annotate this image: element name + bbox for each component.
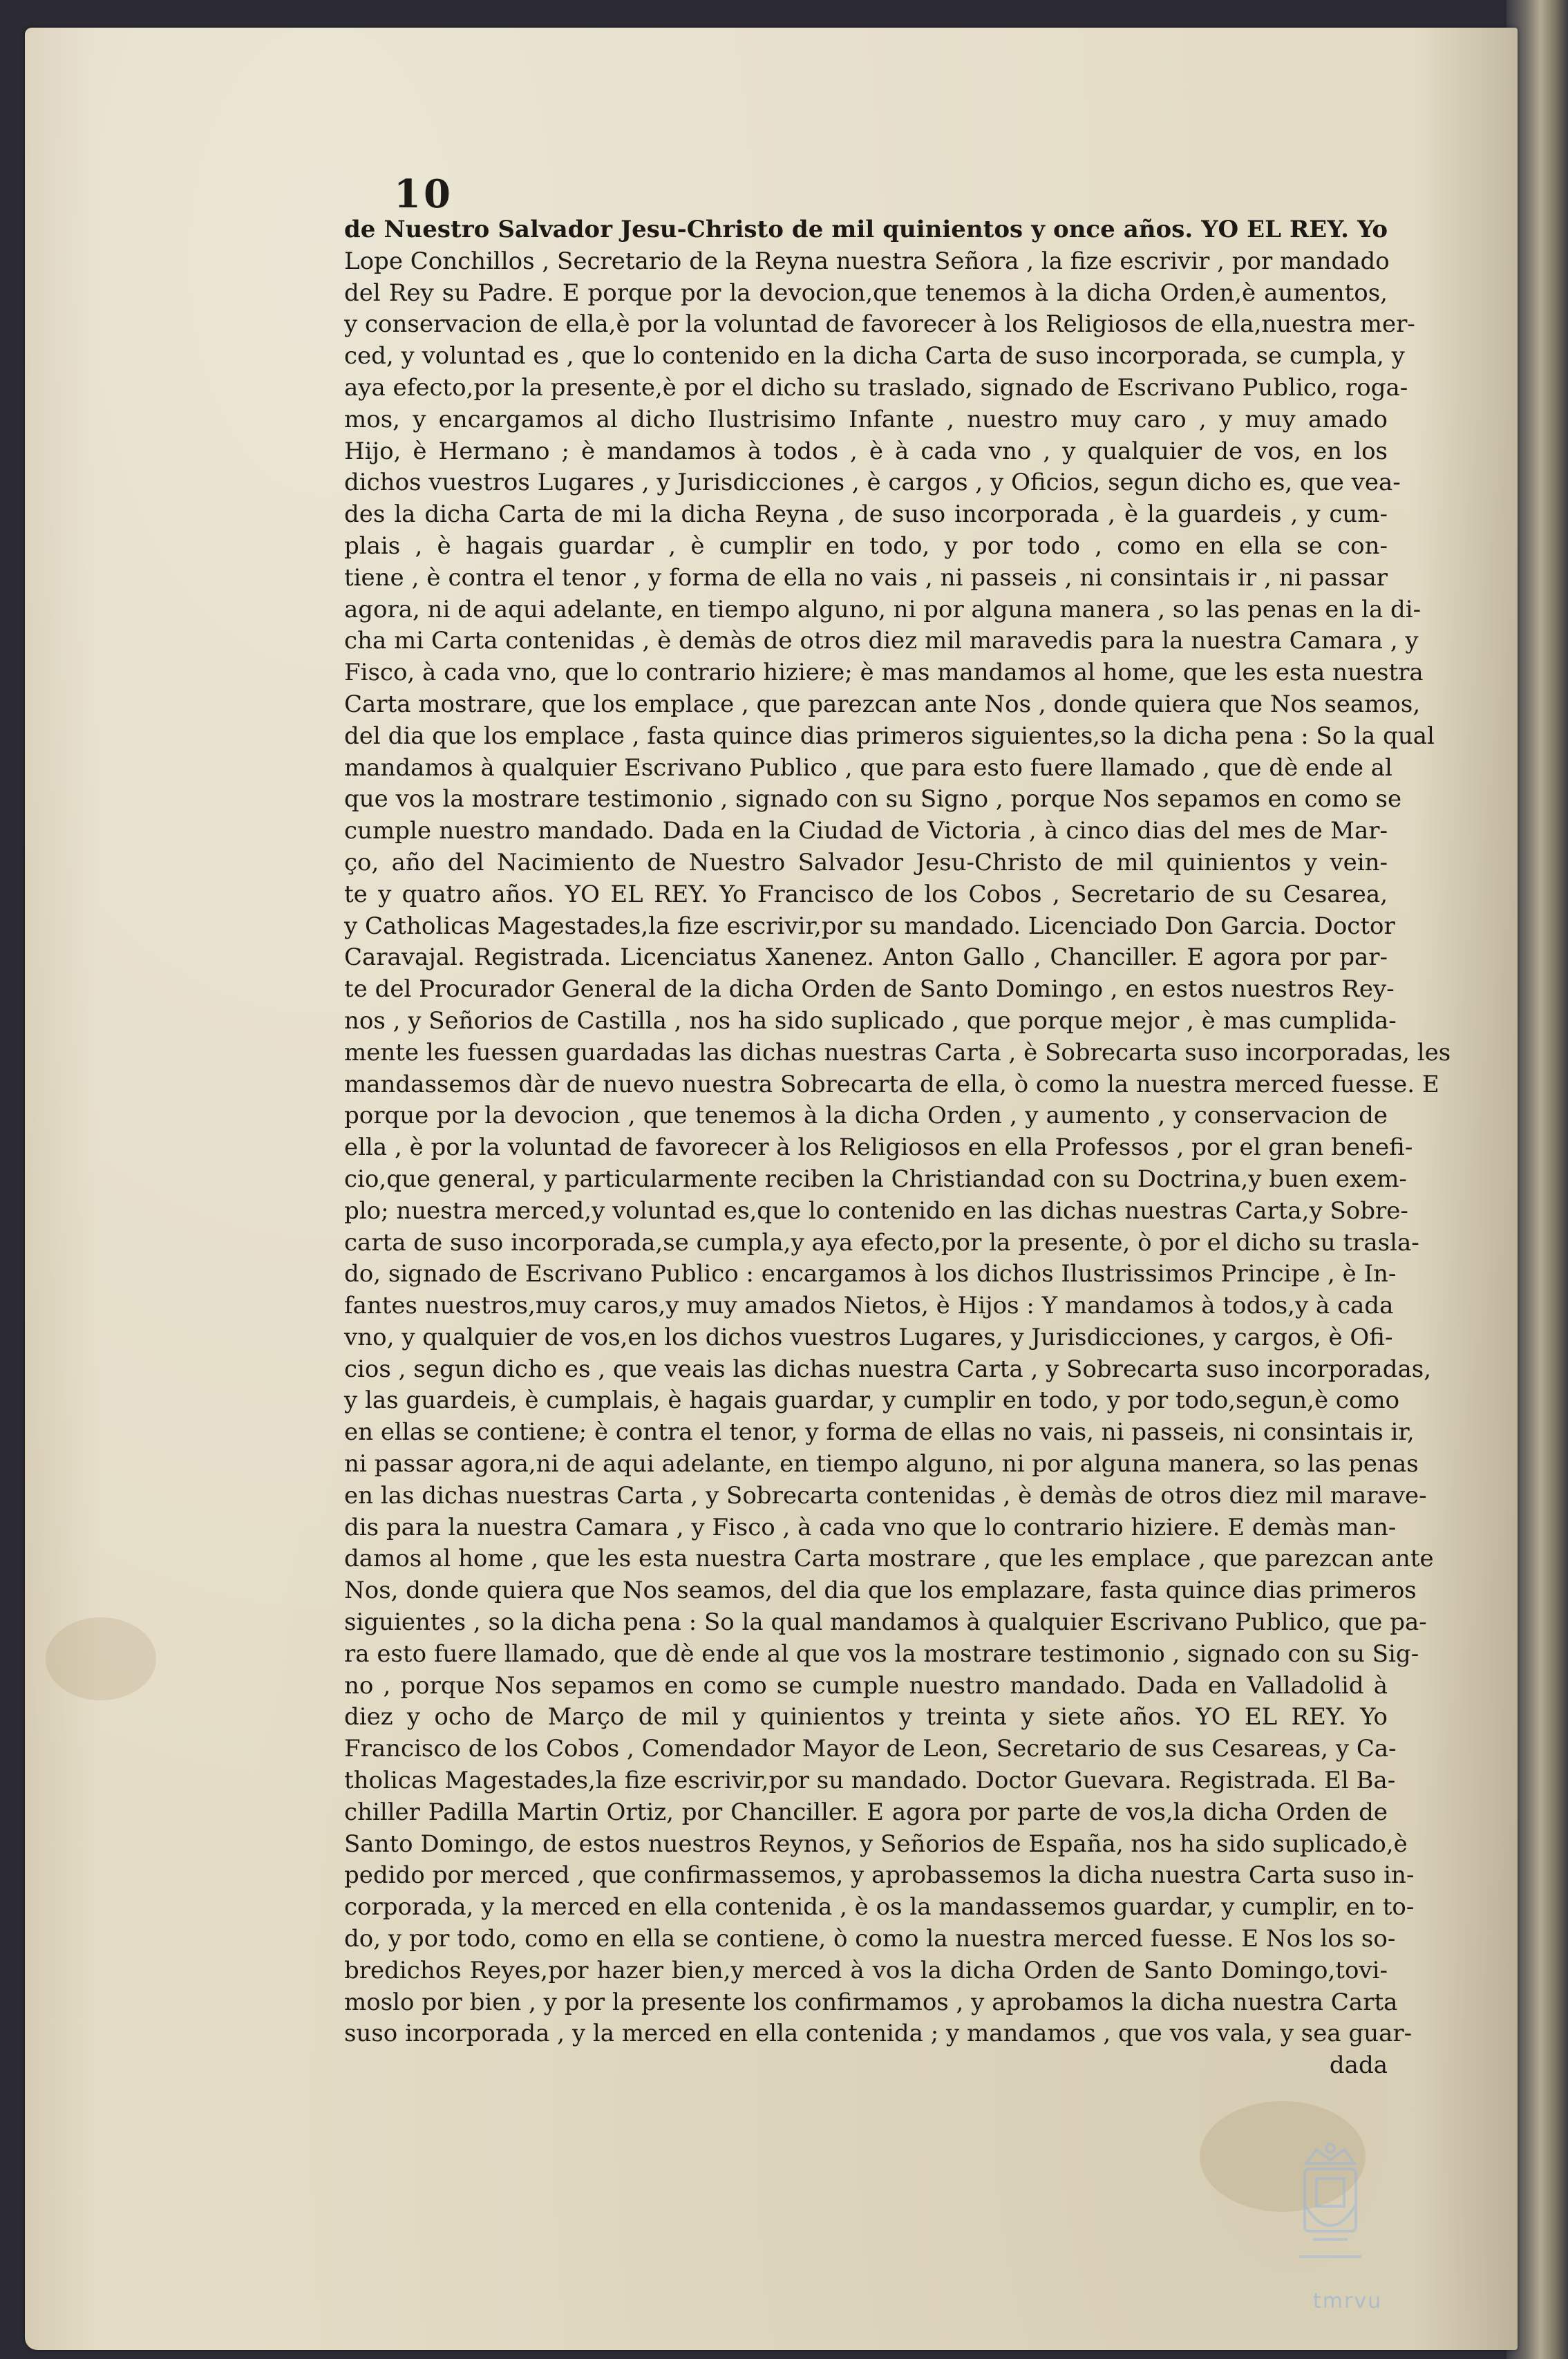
text-line: des la dicha Carta de mi la dicha Reyna , de suso incorporada , è la guardeis , y cum- [344,500,1388,529]
text-line: del dia que los emplace , fasta quince dias primeros siguientes,so la dicha pena : So la qual [344,722,1435,750]
text-line: cios , segun dicho es , que veais las dichas nuestra Carta , y Sobrecarta suso incorporadas, [344,1355,1431,1383]
paper-stain [46,1617,156,1700]
text-line: dichos vuestros Lugares , y Jurisdicciones , è cargos , y Oficios, segun dicho es, que vea- [344,469,1401,497]
text-line: y las guardeis, è cumplais, è hagais guardar, y cumplir en todo, y por todo,segun,è como [344,1387,1400,1415]
watermark-text: tmrvu [1313,2289,1383,2313]
text-line: Hijo, è Hermano ; è mandamos à todos , è à cada vno , y qualquier de vos, en los [344,437,1388,465]
text-line: ni passar agora,ni de aqui adelante, en tiempo alguno, ni por alguna manera, so las penas [344,1450,1419,1478]
body-text [344,214,1451,2082]
text-line: diez y ocho de Março de mil y quinientos y treinta y siete años. YO EL REY. Yo [344,1703,1388,1731]
page-number: 10 [394,171,453,217]
text-line: mandamos à qualquier Escrivano Publico , que para esto fuere llamado , que dè ende al [344,753,1392,782]
text-line: del Rey su Padre. E porque por la devocion,que tenemos à la dicha Orden,è aumentos, [344,279,1388,307]
text-line: no , porque Nos sepamos en como se cumple nuestro mandado. Dada en Valladolid à [344,1671,1388,1700]
text-line: carta de suso incorporada,se cumpla,y aya efecto,por la presente, ò por el dicho su trasla- [344,1228,1419,1257]
text-line: corporada, y la merced en ella contenida , è os la mandassemos guardar, y cumplir, en to- [344,1893,1415,1921]
text-line: pedido por merced , que confirmassemos, y aprobassemos la dicha nuestra Carta suso in- [344,1861,1415,1890]
text-line: cio,que general, y particularmente reciben la Christiandad con su Doctrina,y buen exem- [344,1165,1407,1193]
text-line: Lope Conchillos , Secretario de la Reyna nuestra Señora , la fize escrivir , por mandado [344,247,1390,275]
text-line: ella , è por la voluntad de favorecer à los Religiosos en ella Professos , por el gran benefi- [344,1134,1413,1162]
text-line: Carta mostrare, que los emplace , que parezcan ante Nos , donde quiera que Nos seamos, [344,690,1421,718]
text-line: tholicas Magestades,la fize escrivir,por su mandado. Doctor Guevara. Registrada. El Ba- [344,1767,1396,1795]
text-line: damos al home , que les esta nuestra Carta mostrare , que les emplace , que parezcan ante [344,1545,1434,1573]
text-line: ra esto fuere llamado, que dè ende al que vos la mostrare testimonio , signado con su Sig- [344,1639,1419,1668]
text-line: bredichos Reyes,por hazer bien,y merced à vos la dicha Orden de Santo Domingo,tovi- [344,1956,1388,1984]
text-line: vno, y qualquier de vos,en los dichos vuestros Lugares, y Jurisdicciones, y cargos, è Ofi- [344,1323,1393,1351]
text-line: fantes nuestros,muy caros,y muy amados Nietos, è Hijos : Y mandamos à todos,y à cada [344,1292,1394,1320]
text-line: te del Procurador General de la dicha Orden de Santo Domingo , en estos nuestros Rey- [344,975,1395,1004]
text-line: moslo por bien , y por la presente los confirmamos , y aprobamos la dicha nuestra Carta [344,1988,1398,2016]
text-line: mente les fuessen guardadas las dichas nuestras Carta , è Sobrecarta suso incorporadas, les [344,1038,1451,1066]
text-line: ced, y voluntad es , que lo contenido en la dicha Carta de suso incorporada, se cumpla, y [344,342,1405,370]
text-line: do, signado de Escrivano Publico : encargamos à los dichos Ilustrissimos Principe , è In- [344,1260,1397,1288]
text-line: Caravajal. Registrada. Licenciatus Xanenez. Anton Gallo , Chanciller. E agora por par- [344,943,1388,972]
text-line: siguientes , so la dicha pena : So la qual mandamos à qualquier Escrivano Publico, que pa- [344,1608,1427,1637]
text-line: dada [1329,2051,1388,2080]
text-line: plo; nuestra merced,y voluntad es,que lo contenido en las dichas nuestras Carta,y Sobre- [344,1196,1408,1225]
text-line: Santo Domingo, de estos nuestros Reynos, y Señorios de España, nos ha sido suplicado,è [344,1830,1408,1858]
text-line: plais , è hagais guardar , è cumplir en todo, y por todo , como en ella se con- [344,532,1388,560]
text-line: nos , y Señorios de Castilla , nos ha sido suplicado , que porque mejor , è mas cumplida- [344,1006,1397,1035]
text-line: Nos, donde quiera que Nos seamos, del dia que los emplazare, fasta quince dias primeros [344,1577,1417,1605]
text-line: suso incorporada , y la merced en ella contenida ; y mandamos , que vos vala, y sea guar- [344,2020,1413,2048]
text-line: que vos la mostrare testimonio , signado con su Signo , porque Nos sepamos en como se [344,785,1402,814]
text-line: cumple nuestro mandado. Dada en la Ciudad de Victoria , à cinco dias del mes de Mar- [344,817,1388,845]
text-line: de Nuestro Salvador Jesu-Christo de mil quinientos y once años. YO EL REY. Yo [344,216,1388,243]
text-line: dis para la nuestra Camara , y Fisco , à cada vno que lo contrario hiziere. E demàs man- [344,1513,1397,1541]
library-seal-watermark-icon [1285,2136,1375,2281]
text-line: Fisco, à cada vno, que lo contrario hiziere; è mas mandamos al home, que les esta nuestra [344,659,1424,687]
text-line: tiene , è contra el tenor , y forma de ella no vais , ni passeis , ni consintais ir , ni passar [344,563,1388,592]
text-line: ço, año del Nacimiento de Nuestro Salvador Jesu-Christo de mil quinientos y vein- [344,848,1388,876]
text-line: y Catholicas Magestades,la fize escrivir,por su mandado. Licenciado Don Garcia. Doctor [344,912,1395,940]
text-line: aya efecto,por la presente,è por el dicho su traslado, signado de Escrivano Publico, roga- [344,373,1408,402]
text-line: y conservacion de ella,è por la voluntad de favorecer à los Religiosos de ella,nuestra mer- [344,310,1415,339]
text-line: mos, y encargamos al dicho Ilustrisimo Infante , nuestro muy caro , y muy amado [344,405,1388,433]
text-line: porque por la devocion , que tenemos à la dicha Orden , y aumento , y conservacion de [344,1102,1388,1130]
text-line: en las dichas nuestras Carta , y Sobrecarta contenidas , è demàs de otros diez mil marave- [344,1481,1427,1510]
text-line: en ellas se contiene; è contra el tenor, y forma de ellas no vais, ni passeis, ni consintais ir, [344,1418,1415,1447]
text-line: te y quatro años. YO EL REY. Yo Francisco de los Cobos , Secretario de su Cesarea, [344,880,1388,908]
text-line: Francisco de los Cobos , Comendador Mayor de Leon, Secretario de sus Cesareas, y Ca- [344,1735,1397,1763]
text-line: do, y por todo, como en ella se contiene, ò como la nuestra merced fuesse. E Nos los so- [344,1925,1396,1953]
text-line: mandassemos dàr de nuevo nuestra Sobrecarta de ella, ò como la nuestra merced fuesse. E [344,1070,1439,1098]
text-line: agora, ni de aqui adelante, en tiempo alguno, ni por alguna manera , so las penas en la di- [344,595,1421,623]
text-line: chiller Padilla Martin Ortiz, por Chanciller. E agora por parte de vos,la dicha Orden de [344,1798,1388,1826]
text-line: cha mi Carta contenidas , è demàs de otros diez mil maravedis para la nuestra Camara , y [344,627,1419,655]
